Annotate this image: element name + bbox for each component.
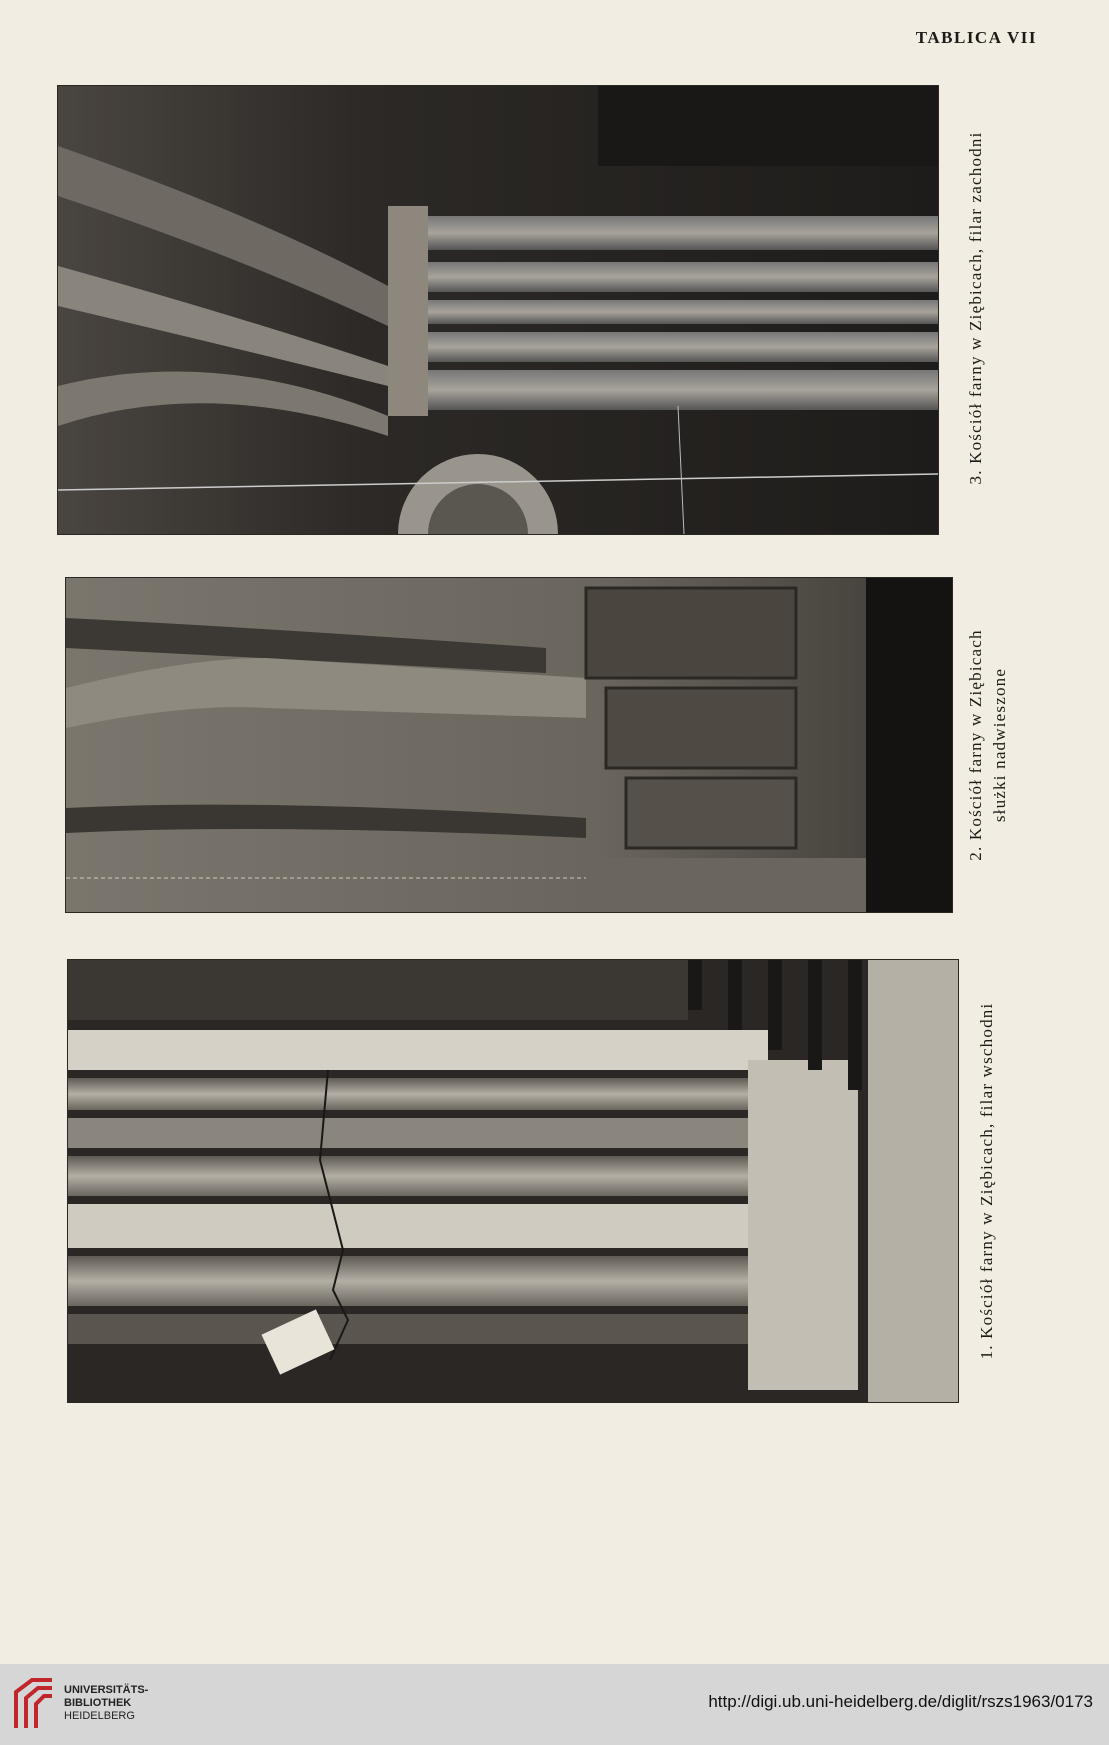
library-name: [64, 1684, 148, 1723]
digitization-footer: [0, 1664, 1109, 1745]
caption-2-line-1: 2. Kościół farny w Ziębicach: [966, 629, 985, 861]
photo-3-image: [58, 86, 938, 534]
university-library-logo-icon: [10, 1674, 58, 1734]
library-name-line-3: HEIDELBERG: [64, 1710, 135, 1722]
caption-figure-3: [964, 131, 988, 484]
photo-2-suspended-shafts: [66, 578, 952, 912]
photo-1-image: [68, 960, 958, 1402]
photo-2-image: [66, 578, 952, 912]
photo-3-west-pillar: [58, 86, 938, 534]
caption-figure-1: [975, 1003, 999, 1360]
library-name-line-1: UNIVERSITÄTS-: [64, 1684, 149, 1696]
photo-1-east-pillar: [68, 960, 958, 1402]
caption-3-line-1: 3. Kościół farny w Ziębicach, filar zachodni: [966, 131, 985, 485]
plate-title: TABLICA VII: [915, 28, 1037, 47]
library-name-line-2: BIBLIOTHEK: [64, 1697, 132, 1709]
source-url-link[interactable]: http://digi.ub.uni-heidelberg.de/diglit/rszs1963/0173: [708, 1692, 1093, 1711]
caption-1-line-1: 1. Kościół farny w Ziębicach, filar wschodni: [977, 1002, 996, 1360]
caption-2-line-2: służki nadwieszone: [990, 667, 1009, 823]
caption-figure-2: [964, 629, 1012, 860]
